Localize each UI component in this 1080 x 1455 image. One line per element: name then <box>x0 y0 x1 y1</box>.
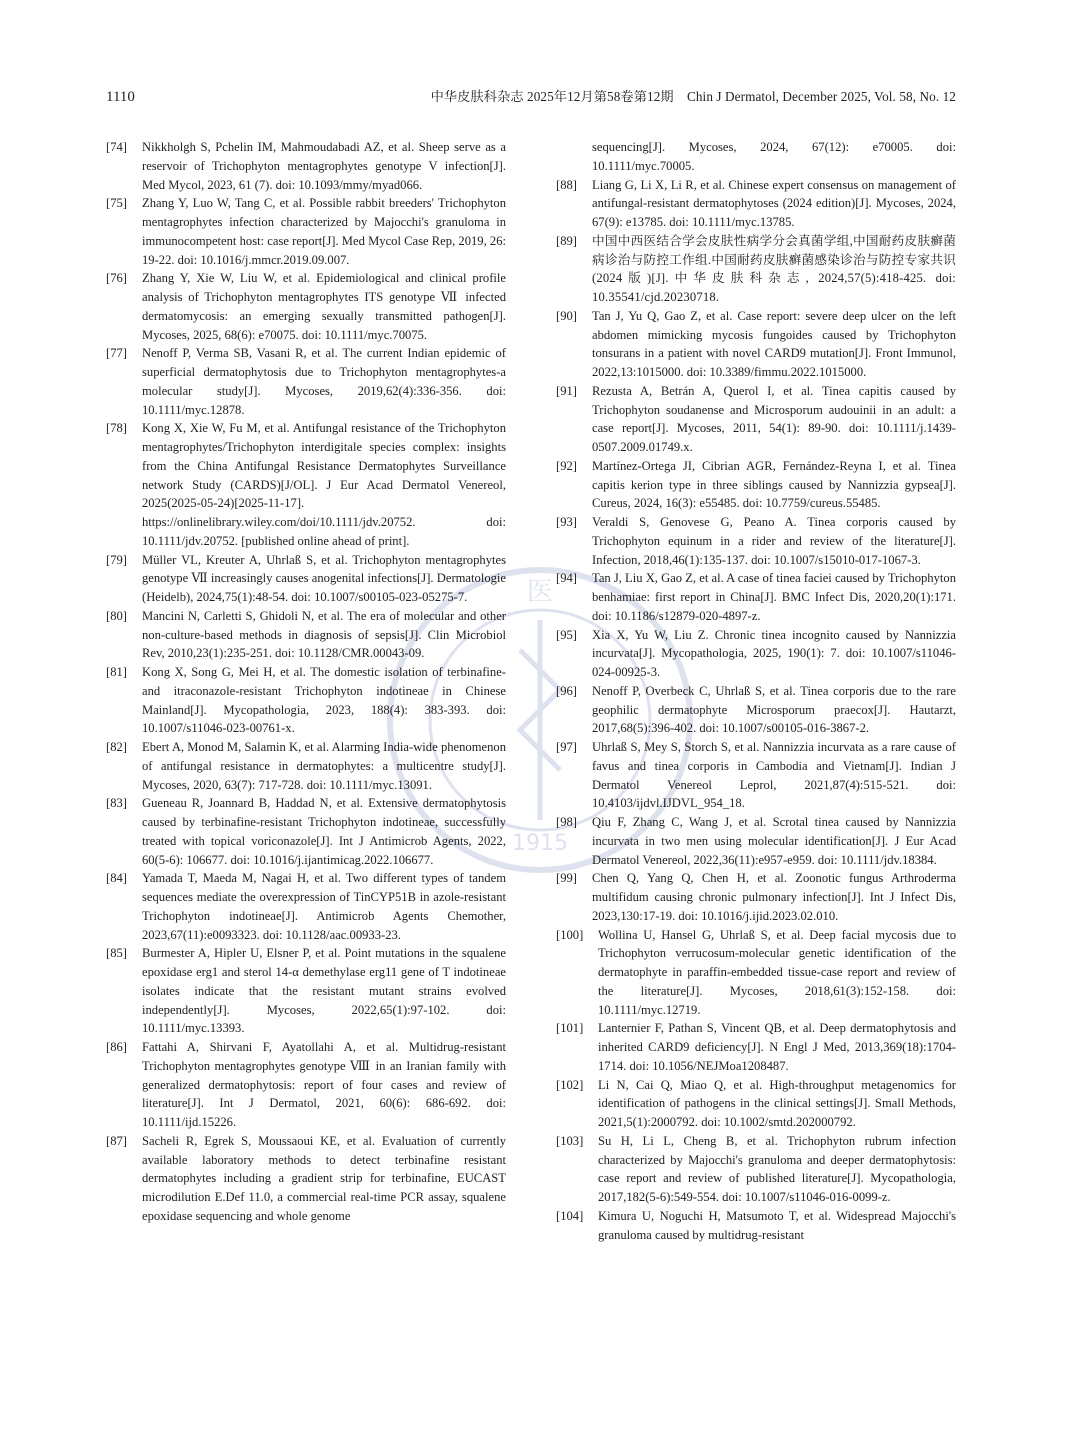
reference-number: [100] <box>556 927 584 942</box>
reference-entry <box>556 176 956 232</box>
reference-number: [81] <box>106 665 127 679</box>
reference-number: [97] <box>556 740 577 754</box>
reference-number: [78] <box>106 421 127 436</box>
reference-number: [75] <box>106 196 127 211</box>
reference-number: [102] <box>556 1077 584 1092</box>
reference-number: [90] <box>556 308 577 323</box>
reference-number: [91] <box>556 383 577 398</box>
reference-entry <box>556 307 956 382</box>
reference-column-left <box>106 138 506 1226</box>
reference-number: [74] <box>106 140 127 154</box>
reference-number: [104] <box>556 1208 584 1223</box>
reference-number: [95] <box>556 627 577 642</box>
reference-text: Wollina U, Hansel G, Uhrlaß S, et al. Deep facial mycosis due to Trichophyton verrucosum-molecular genetic identification of the dermatophyte in paraffin-embedded tissue-case report and review of the literature[J]. Mycoses, 2018,61(3):152-158. doi: 10.1111/myc.12719. <box>598 927 956 1017</box>
reference-entry <box>556 457 956 513</box>
reference-number: [85] <box>106 946 127 961</box>
page-number: 1110 <box>106 89 135 105</box>
reference-text: Sacheli R, Egrek S, Moussaoui KE, et al. Evaluation of currently available laboratory methods to detect terbinafine resistant dermatophytes including a gradient strip for terbinafine, EUCAST microdilution E.Def 11.0, a commercial real-time PCR assay, squalene epoxidase sequencing and whole genome <box>142 1133 506 1223</box>
reference-text: Nikkholgh S, Pchelin IM, Mahmoudabadi AZ, et al. Sheep serve as a reservoir of Trichophyton mentagrophytes genotype V infection[J]. Med Mycol, 2023, 61 (7). doi: 10.1093/mmy/myad066. <box>142 140 506 192</box>
reference-entry <box>106 1132 506 1226</box>
reference-text: Fattahi A, Shirvani F, Ayatollahi A, et al. Multidrug-resistant Trichophyton mentagrophytes genotype Ⅷ in an Iranian family with generalized dermatophytosis: report of four cases and review of literature[J]. Int J Dermatol, 2021, 60(6): 686-692. doi: 10.1111/ijd.15226. <box>142 1040 506 1129</box>
reference-text: Kong X, Song G, Mei H, et al. The domestic isolation of terbinafine- and itraconazole-resistant Trichophyton indotineae in Chinese Mainland[J]. Mycopathologia, 2023, 188(4): 383-393. doi: 10.1007/s11046-023-00761-x. <box>142 665 506 736</box>
svg-text:1915: 1915 <box>512 831 568 856</box>
reference-entry <box>556 513 956 569</box>
reference-text: Kimura U, Noguchi H, Matsumoto T, et al. Widespread Majocchi's granuloma caused by multidrug-resistant <box>598 1208 956 1242</box>
reference-text: Kong X, Xie W, Fu M, et al. Antifungal resistance of the Trichophyton mentagrophytes/Trichophyton interdigitale species complex: insights from the China Antifungal Resistance Dermatophytes Surveillance network Study (CARDS)[J/OL]. J Eur Acad Dermatol Venereol, 2025(2025-05-24)[2025-11-17]. https://onlinelibrary.wiley.com/doi/10.1111/jdv.20752. doi: 10.1111/jdv.20752. [published online ahead of print]. <box>142 421 506 548</box>
reference-entry <box>106 607 506 663</box>
reference-text: Martínez-Ortega JI, Cibrian AGR, Fernández-Reyna I, et al. Tinea capitis kerion type in three siblings caused by Nannizzia gypsea[J]. Cureus, 2024, 16(3): e55485. doi: 10.7759/cureus.55485. <box>592 458 956 511</box>
reference-number: [87] <box>106 1133 127 1148</box>
reference-text: Müller VL, Kreuter A, Uhrlaß S, et al. Trichophyton mentagrophytes genotype Ⅶ increasingly causes anogenital infections[J]. Dermatologie (Heidelb), 2024,75(1):48-54. doi: 10.1007/s00105-023-05275-7. <box>142 552 506 604</box>
reference-text: Yamada T, Maeda M, Nagai H, et al. Two different types of tandem sequences mediate the overexpression of TinCYP51B in azole-resistant Trichophyton indotineae[J]. Antimicrob Agents Chemother, 2023,67(11):e0093323. doi: 10.1128/aac.00933-23. <box>142 871 506 942</box>
reference-text: Zhang Y, Luo W, Tang C, et al. Possible rabbit breeders' Trichophyton mentagrophytes infection characterized by Majocchi's granuloma in immunocompetent host: case report[J]. Med Mycol Case Rep, 2019, 26: 19-22. doi: 10.1016/j.mmcr.2019.09.007. <box>142 196 506 267</box>
reference-entry <box>556 569 956 625</box>
reference-entry <box>556 926 956 1020</box>
reference-text: Burmester A, Hipler U, Elsner P, et al. Point mutations in the squalene epoxidase erg1 and sterol 14-α demethylase erg11 gene of T indotineae isolates indicate that the resistant mutant strains evolved independently[J]. Mycoses, 2022,65(1):97-102. doi: 10.1111/myc.13393. <box>142 946 506 1036</box>
reference-text: Ebert A, Monod M, Salamin K, et al. Alarming India-wide phenomenon of antifungal resistance in dermatophytes: a multicentre study[J]. Mycoses, 2020, 63(7): 717-728. doi: 10.1111/myc.13091. <box>142 740 506 792</box>
reference-entry <box>106 551 506 607</box>
reference-text: Veraldi S, Genovese G, Peano A. Tinea corporis caused by Trichophyton equinum in a rider and review of the literature[J]. Infection, 2018,46(1):135-137. doi: 10.1007/s15010-017-1067-3. <box>592 515 956 567</box>
reference-text: Xia X, Yu W, Liu Z. Chronic tinea incognito caused by Nannizzia incurvata[J]. Mycopathologia, 2025, 190(1): 7. doi: 10.1007/s11046-024-00925-3. <box>592 627 956 679</box>
reference-number: [83] <box>106 796 127 811</box>
reference-text: Lanternier F, Pathan S, Vincent QB, et al. Deep dermatophytosis and inherited CARD9 deficiency[J]. N Engl J Med, 2013,369(18):1704-1714. doi: 10.1056/NEJMoa1208487. <box>598 1021 956 1073</box>
reference-number: [98] <box>556 815 577 829</box>
reference-number: [93] <box>556 515 577 529</box>
reference-number: [82] <box>106 740 127 754</box>
reference-text: Zhang Y, Xie W, Liu W, et al. Epidemiological and clinical profile analysis of Trichophyton mentagrophytes ITS genotype Ⅶ infected dermatomycosis: an emerging sexually transmitted pathogen[J]. Mycoses, 2025, 68(6): e70075. doi: 10.1111/myc.70075. <box>142 271 506 342</box>
reference-number: [89] <box>556 233 577 248</box>
reference-text: Chen Q, Yang Q, Chen H, et al. Zoonotic fungus Arthroderma multifidum causing chronic pulmonary infection[J]. Int J Infect Dis, 2023,130:17-19. doi: 10.1016/j.ijid.2023.02.010. <box>592 871 956 923</box>
reference-text: Tan J, Yu Q, Gao Z, et al. Case report: severe deep ulcer on the left abdomen mimicking mycosis fungoides caused by Trichophyton tonsurans in a patient with novel CARD9 mutation[J]. Front Immunol, 2022,13:1015000. doi: 10.3389/fimmu.2022.1015000. <box>592 308 956 379</box>
reference-number: [76] <box>106 271 127 286</box>
reference-entry <box>556 232 956 307</box>
reference-text: Rezusta A, Betrán A, Querol I, et al. Tinea capitis caused by Trichophyton soudanense and Microsporum audouinii in an adult: a case report[J]. Mycoses, 2011, 54(1): 89-90. doi: 10.1111/j.1439-0507.2009.01749.x. <box>592 383 956 454</box>
reference-entry <box>106 1038 506 1132</box>
reference-number: [84] <box>106 871 127 886</box>
reference-entry <box>556 626 956 682</box>
reference-text: Mancini N, Carletti S, Ghidoli N, et al. The era of molecular and other non-culture-based methods in diagnosis of sepsis[J]. Clin Microbiol Rev, 2010,23(1):235-251. doi: 10.1128/CMR.00043-09. <box>142 608 506 661</box>
journal-citation: 中华皮肤科杂志 2025年12月第58卷第12期 Chin J Dermatol, December 2025, Vol. 58, No. 12 <box>430 89 956 104</box>
reference-entry <box>556 1132 956 1207</box>
reference-number: [99] <box>556 871 577 886</box>
reference-entry <box>556 869 956 925</box>
reference-entry <box>106 869 506 944</box>
svg-text:医: 医 <box>526 577 554 607</box>
reference-number: [80] <box>106 608 127 623</box>
reference-text: Uhrlaß S, Mey S, Storch S, et al. Nannizzia incurvata as a rare cause of favus and tinea corporis in Cambodia and Vietnam[J]. Indian J Dermatol Venereol Leprol, 2021,87(4):515-521. doi: 10.4103/ijdvl.IJDVL_954_18. <box>592 740 956 811</box>
reference-number: [77] <box>106 346 127 361</box>
reference-text: Su H, Li L, Cheng B, et al. Trichophyton rubrum infection characterized by Majocchi's granuloma and deeper dermatophytosis: case report and review of published literature[J]. Mycopathologia, 2017,182(5-6):549-554. doi: 10.1007/s11046-016-0099-z. <box>598 1133 956 1204</box>
reference-number: [92] <box>556 458 577 473</box>
reference-text: Nenoff P, Overbeck C, Uhrlaß S, et al. Tinea corporis due to the rare geophilic dermatophyte Microsporum praecox[J]. Hautarzt, 2017,68(5):396-402. doi: 10.1007/s00105-016-3867-2. <box>592 683 956 736</box>
reference-entry <box>556 1076 956 1132</box>
reference-number: [86] <box>106 1040 127 1054</box>
reference-text: Gueneau R, Joannard B, Haddad N, et al. Extensive dermatophytosis caused by terbinafine-resistant Trichophyton indotineae, successfully treated with topical voriconazole[J]. Int J Antimicrob Agents, 2022, 60(5-6): 106677. doi: 10.1016/j.ijantimicag.2022.106677. <box>142 796 506 867</box>
reference-number: [79] <box>106 552 127 567</box>
reference-number: [101] <box>556 1021 584 1036</box>
reference-text: Qiu F, Zhang C, Wang J, et al. Scrotal tinea caused by Nannizzia incurvata in two men using molecular identification[J]. J Eur Acad Dermatol Venereol, 2022,36(11):e957-e959. doi: 10.1111/jdv.18384. <box>592 815 956 867</box>
reference-entry <box>106 269 506 344</box>
reference-column-right <box>556 138 956 1244</box>
reference-entry <box>106 944 506 1038</box>
running-header <box>106 86 956 106</box>
reference-entry <box>556 138 956 176</box>
reference-entry <box>106 419 506 550</box>
reference-entry <box>106 344 506 419</box>
reference-entry <box>106 794 506 869</box>
reference-text: 中国中西医结合学会皮肤性病学分会真菌学组,中国耐药皮肤癣菌病诊治与防控工作组.中国耐药皮肤癣菌感染诊治与防控专家共识(2024版)[J].中华皮肤科杂志, 2024,57(5):418-425. doi: 10.35541/cjd.20230718. <box>592 233 956 304</box>
reference-text: Liang G, Li X, Li R, et al. Chinese expert consensus on management of antifungal-resistant dermatophytoses (2024 edition)[J]. Mycoses, 2024, 67(9): e13785. doi: 10.1111/myc.13785. <box>592 177 956 229</box>
reference-entry <box>106 663 506 738</box>
reference-text: Tan J, Liu X, Gao Z, et al. A case of tinea faciei caused by Trichophyton benhamiae: first report in China[J]. BMC Infect Dis, 2020,20(1):171. doi: 10.1186/s12879-020-4897-z. <box>592 571 956 623</box>
reference-entry <box>106 138 506 194</box>
reference-entry <box>556 382 956 457</box>
reference-text: sequencing[J]. Mycoses, 2024, 67(12): e70005. doi: 10.1111/myc.70005. <box>592 140 956 173</box>
reference-number: [103] <box>556 1133 584 1148</box>
reference-number: [94] <box>556 571 577 586</box>
reference-entry <box>556 738 956 813</box>
reference-number: [96] <box>556 683 577 698</box>
reference-entry <box>106 738 506 794</box>
reference-text: Li N, Cai Q, Miao Q, et al. High-throughput metagenomics for identification of pathogens in the clinical settings[J]. Small Methods, 2021,5(1):2000792. doi: 10.1002/smtd.202000792. <box>598 1077 956 1129</box>
reference-text: Nenoff P, Verma SB, Vasani R, et al. The current Indian epidemic of superficial dermatophytosis due to Trichophyton mentagrophytes-a molecular study[J]. Mycoses, 2019,62(4):336-356. doi: 10.1111/myc.12878. <box>142 346 506 417</box>
reference-entry <box>106 194 506 269</box>
reference-entry <box>556 1207 956 1245</box>
reference-entry <box>556 813 956 869</box>
reference-number: [88] <box>556 177 577 192</box>
reference-entry <box>556 1019 956 1075</box>
reference-entry <box>556 682 956 738</box>
